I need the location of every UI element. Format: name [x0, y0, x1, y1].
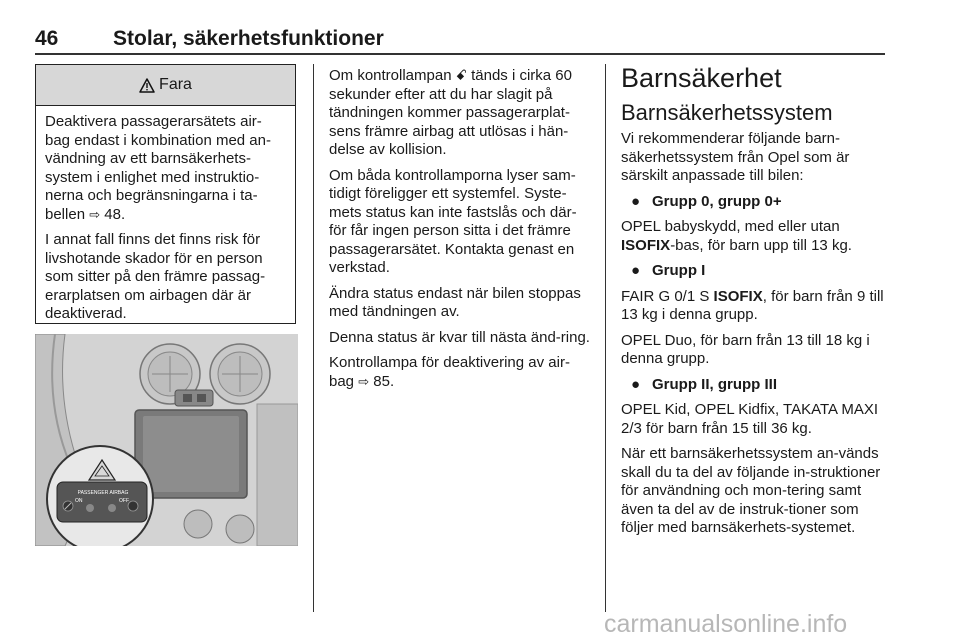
- list-item-title: Grupp I: [652, 262, 706, 279]
- running-title: Stolar, säkerhetsfunktioner: [113, 27, 384, 50]
- airbag-switch-illustration: [35, 334, 298, 546]
- airbag-label-off: OFF: [119, 498, 129, 504]
- column-divider-left: [313, 64, 314, 612]
- cross-reference-icon: ⇨: [89, 206, 101, 222]
- middle-paragraph-3: Ändra status endast när bilen stoppas med tändningen av.: [329, 284, 581, 320]
- list-text-part: -bas, för barn upp till 13 kg.: [670, 236, 852, 254]
- isofix-label: ISOFIX: [713, 287, 763, 305]
- cross-reference-icon: ⇨: [358, 373, 370, 389]
- passenger-airbag-indicator-icon: ꗃ: [455, 67, 467, 83]
- list-item: [621, 376, 889, 395]
- middle-text-1b: tänds i cirka 60 sekunder efter att du har slagit på tändningen kommer passagerarplat-sens främre airbag att utlösas i hän-delse av kollision.: [329, 67, 572, 158]
- right-column: [621, 63, 889, 545]
- bullet-icon: ●: [631, 375, 641, 393]
- page-number: 46: [35, 27, 59, 50]
- list-text-part: OPEL babyskydd, med eller utan: [621, 218, 840, 235]
- middle-page-reference[interactable]: 85.: [373, 372, 395, 390]
- middle-column: [329, 66, 593, 398]
- danger-box-header: [36, 65, 295, 106]
- list-text-part: , för barn från 9 till 13 kg i denna grupp.: [621, 287, 884, 323]
- outro-paragraph: När ett barnsäkerhetssystem an-vänds skall du ta del av följande in-struktioner för användning och mon-tering samt även ta del av de instruk-tioner som följer med barnsäkerhets-systemet.: [621, 445, 881, 536]
- warning-triangle-icon: [139, 78, 155, 93]
- middle-text-5: Kontrollampa för deaktivering av air-bag: [329, 354, 570, 390]
- middle-text-1a: Om kontrollampan: [329, 67, 452, 84]
- list-item-title: Grupp II, grupp III: [652, 375, 777, 393]
- airbag-label-on: ON: [75, 498, 83, 504]
- danger-text-1: Deaktivera passagerarsätets air-bag endast i kombination med an-vändning av ett barnsäkerhets-system i enlighet med instruktio-nerna och begränsningarna i ta-bellen: [45, 113, 271, 223]
- list-text-part: FAIR G 0/1 S: [621, 287, 710, 305]
- bullet-icon: ●: [631, 192, 641, 210]
- middle-paragraph-5: [329, 354, 593, 391]
- list-item-text: [621, 218, 889, 255]
- danger-paragraph-1: [45, 113, 286, 224]
- list-item: [621, 262, 889, 281]
- danger-box-body: [36, 106, 295, 324]
- subsection-heading: Barnsäkerhetssystem: [621, 100, 833, 125]
- column-divider-right: [605, 64, 606, 612]
- list-item-text: OPEL Kid, OPEL Kidfix, TAKATA MAXI 2/3 för barn från 15 till 36 kg.: [621, 401, 879, 437]
- middle-paragraph-1: [329, 66, 593, 160]
- danger-box: [35, 64, 296, 324]
- list-item-text: [621, 288, 889, 325]
- watermark: carmanualsonline.info: [604, 610, 848, 638]
- danger-box-label: Fara: [159, 76, 192, 93]
- middle-paragraph-4: Denna status är kvar till nästa änd-ring.: [329, 328, 590, 346]
- list-item-title: Grupp 0, grupp 0+: [652, 192, 782, 210]
- list-item: [621, 193, 889, 212]
- bullet-icon: ●: [631, 262, 641, 279]
- section-heading: Barnsäkerhet: [621, 63, 782, 93]
- danger-page-reference[interactable]: 48.: [104, 205, 126, 223]
- middle-paragraph-2: Om båda kontrollamporna lyser sam-tidigt föreligger ett systemfel. Syste-mets status kan inte fastslås och där-för får ingen person sitta i det främre passagerarsätet. Kontakta genast en verkstad.: [329, 166, 577, 276]
- danger-paragraph-2: I annat fall finns det finns risk för livshotande skador för en person som sitter på den främre passag-erarplatsen om airbagen där är deaktiverad.: [45, 231, 266, 322]
- airbag-label-line1: PASSENGER AIRBAG: [77, 490, 129, 496]
- dashboard-illustration: [35, 334, 298, 546]
- intro-paragraph: Vi rekommenderar följande barn-säkerhetssystem från Opel som är särskilt anpassade till bilen:: [621, 130, 850, 184]
- header-rule: [35, 53, 885, 55]
- isofix-label: ISOFIX: [621, 236, 671, 254]
- list-item-text: OPEL Duo, för barn från 13 till 18 kg i denna grupp.: [621, 331, 870, 367]
